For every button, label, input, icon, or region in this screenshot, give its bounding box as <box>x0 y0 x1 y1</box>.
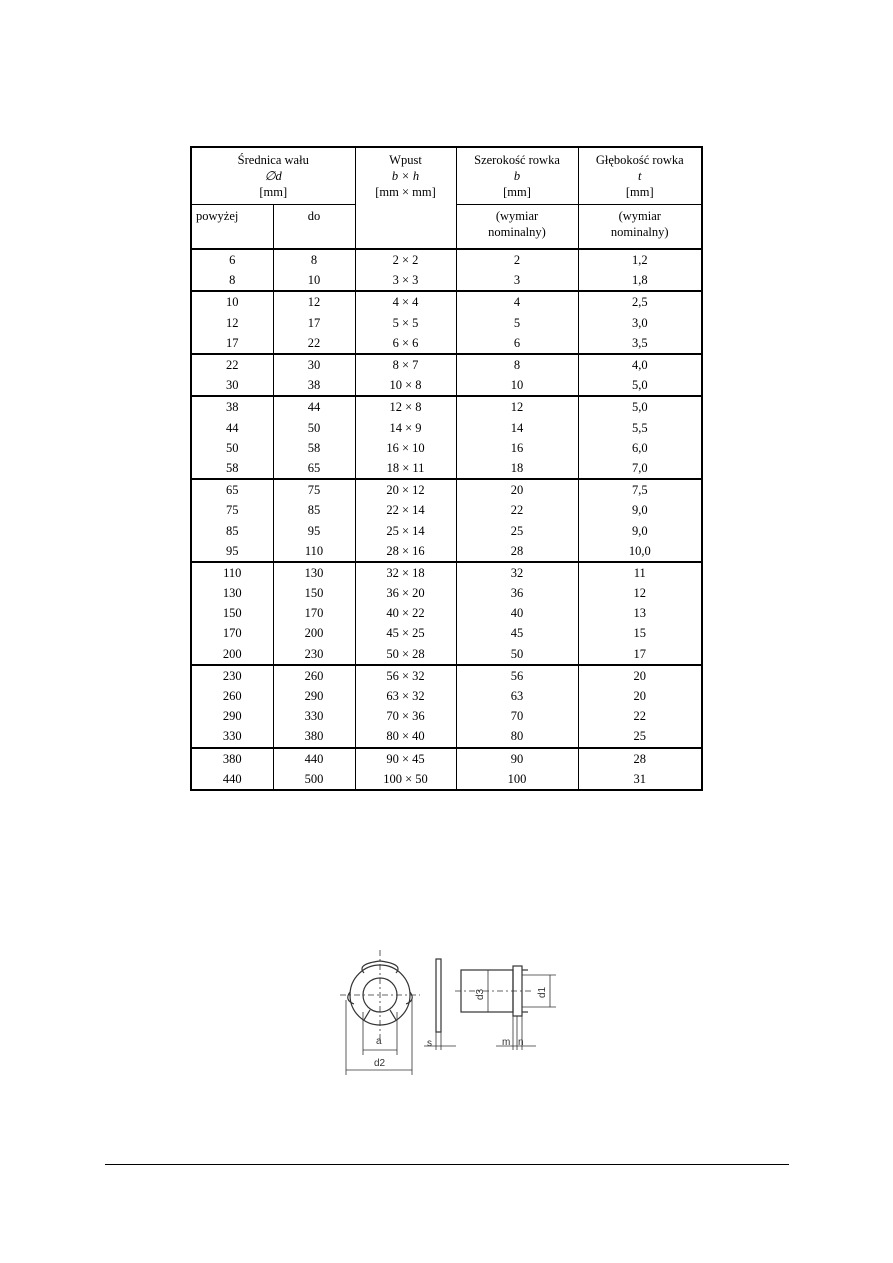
table-row <box>191 686 702 706</box>
table-row <box>191 500 702 520</box>
cell-key-size: 14 × 9 <box>355 418 456 438</box>
cell-groove-width: 80 <box>456 726 578 747</box>
cell-groove-width: 40 <box>456 603 578 623</box>
cell-groove-width: 50 <box>456 644 578 665</box>
header-depth-note <box>578 205 702 250</box>
cell-to: 170 <box>273 603 355 623</box>
cell-above: 440 <box>191 769 273 790</box>
cell-groove-depth: 10,0 <box>578 541 702 562</box>
cell-key-size: 32 × 18 <box>355 562 456 583</box>
cell-groove-depth: 5,0 <box>578 375 702 396</box>
label-s: s <box>427 1038 432 1049</box>
cell-above: 8 <box>191 270 273 291</box>
table-row <box>191 354 702 375</box>
cell-groove-depth: 13 <box>578 603 702 623</box>
header-groove-depth-title: Głębokość rowka <box>595 153 684 167</box>
table-row <box>191 333 702 354</box>
cell-key-size: 70 × 36 <box>355 706 456 726</box>
cell-above: 85 <box>191 520 273 540</box>
cell-key-size: 6 × 6 <box>355 333 456 354</box>
table-row <box>191 520 702 540</box>
label-d2: d2 <box>374 1058 386 1069</box>
header-shaft-diameter-symbol: ∅d <box>264 169 282 183</box>
header-groove-width-unit: [mm] <box>503 185 531 199</box>
cell-above: 380 <box>191 748 273 769</box>
cell-key-size: 40 × 22 <box>355 603 456 623</box>
cell-groove-depth: 25 <box>578 726 702 747</box>
cell-groove-depth: 7,0 <box>578 458 702 479</box>
table-row <box>191 249 702 270</box>
cell-groove-depth: 20 <box>578 686 702 706</box>
header-key-symbol: b × h <box>391 169 420 183</box>
cell-above: 290 <box>191 706 273 726</box>
cell-key-size: 8 × 7 <box>355 354 456 375</box>
cell-above: 150 <box>191 603 273 623</box>
cell-key-size: 4 × 4 <box>355 291 456 312</box>
header-shaft-diameter-unit: [mm] <box>259 185 288 199</box>
label-d1: d1 <box>537 986 548 998</box>
header-above: powyżej <box>191 205 273 250</box>
cell-above: 110 <box>191 562 273 583</box>
cell-key-size: 12 × 8 <box>355 396 456 417</box>
cell-key-size: 10 × 8 <box>355 375 456 396</box>
cell-to: 130 <box>273 562 355 583</box>
table-row <box>191 291 702 312</box>
header-groove-depth-symbol: t <box>638 169 642 183</box>
table-row <box>191 726 702 747</box>
cell-groove-width: 5 <box>456 313 578 333</box>
cell-groove-depth: 5,0 <box>578 396 702 417</box>
cell-to: 10 <box>273 270 355 291</box>
header-shaft-diameter <box>191 147 355 205</box>
cell-above: 38 <box>191 396 273 417</box>
cell-groove-depth: 20 <box>578 665 702 686</box>
cell-key-size: 100 × 50 <box>355 769 456 790</box>
e-ring-left-lug <box>348 992 354 1004</box>
cell-above: 10 <box>191 291 273 312</box>
header-groove-depth-unit: [mm] <box>625 185 654 199</box>
cell-above: 200 <box>191 644 273 665</box>
e-ring-opening-right <box>390 1010 396 1020</box>
cell-to: 95 <box>273 520 355 540</box>
table-row <box>191 458 702 479</box>
cell-groove-width: 20 <box>456 479 578 500</box>
cell-groove-depth: 7,5 <box>578 479 702 500</box>
cell-groove-width: 32 <box>456 562 578 583</box>
header-key-title: Wpust <box>389 153 422 167</box>
cell-key-size: 22 × 14 <box>355 500 456 520</box>
cell-groove-depth: 3,5 <box>578 333 702 354</box>
cell-to: 85 <box>273 500 355 520</box>
cell-above: 130 <box>191 583 273 603</box>
cell-groove-depth: 17 <box>578 644 702 665</box>
cell-to: 12 <box>273 291 355 312</box>
cell-key-size: 20 × 12 <box>355 479 456 500</box>
cell-to: 75 <box>273 479 355 500</box>
footer-rule <box>105 1164 789 1165</box>
cell-key-size: 2 × 2 <box>355 249 456 270</box>
e-ring-side-view <box>424 959 456 1050</box>
cell-groove-width: 36 <box>456 583 578 603</box>
cell-groove-depth: 6,0 <box>578 438 702 458</box>
header-width-note-line2: nominalny) <box>488 225 546 239</box>
cell-key-size: 28 × 16 <box>355 541 456 562</box>
cell-key-size: 25 × 14 <box>355 520 456 540</box>
cell-above: 22 <box>191 354 273 375</box>
table-row <box>191 583 702 603</box>
cell-groove-depth: 9,0 <box>578 500 702 520</box>
cell-groove-width: 10 <box>456 375 578 396</box>
cell-groove-width: 8 <box>456 354 578 375</box>
cell-to: 44 <box>273 396 355 417</box>
cell-to: 500 <box>273 769 355 790</box>
cell-above: 44 <box>191 418 273 438</box>
cell-to: 8 <box>273 249 355 270</box>
cell-to: 58 <box>273 438 355 458</box>
table-row <box>191 562 702 583</box>
front-view-centerlines <box>340 950 420 1042</box>
cell-groove-width: 3 <box>456 270 578 291</box>
table-row <box>191 418 702 438</box>
cell-groove-width: 16 <box>456 438 578 458</box>
cell-above: 12 <box>191 313 273 333</box>
cell-to: 230 <box>273 644 355 665</box>
cell-to: 110 <box>273 541 355 562</box>
cell-groove-width: 63 <box>456 686 578 706</box>
cell-groove-width: 4 <box>456 291 578 312</box>
cell-groove-width: 22 <box>456 500 578 520</box>
keyway-dimensions-table <box>190 146 703 791</box>
cell-above: 95 <box>191 541 273 562</box>
cell-above: 260 <box>191 686 273 706</box>
cell-to: 65 <box>273 458 355 479</box>
cell-above: 50 <box>191 438 273 458</box>
cell-above: 58 <box>191 458 273 479</box>
cell-to: 17 <box>273 313 355 333</box>
table-row <box>191 396 702 417</box>
shaft-side-view <box>455 966 534 1016</box>
cell-groove-depth: 11 <box>578 562 702 583</box>
cell-key-size: 80 × 40 <box>355 726 456 747</box>
cell-groove-width: 6 <box>456 333 578 354</box>
cell-key-size: 18 × 11 <box>355 458 456 479</box>
label-a: a <box>376 1036 382 1047</box>
table-row <box>191 748 702 769</box>
table-row <box>191 479 702 500</box>
cell-key-size: 3 × 3 <box>355 270 456 291</box>
cell-groove-depth: 31 <box>578 769 702 790</box>
cell-groove-width: 56 <box>456 665 578 686</box>
table-row <box>191 375 702 396</box>
header-to: do <box>273 205 355 250</box>
label-d3: d3 <box>475 988 486 1000</box>
header-depth-note-line2: nominalny) <box>610 225 669 239</box>
cell-to: 50 <box>273 418 355 438</box>
table-row <box>191 769 702 790</box>
header-groove-width-symbol: b <box>513 169 521 183</box>
cell-groove-depth: 28 <box>578 748 702 769</box>
header-width-note-line1: (wymiar <box>495 209 539 223</box>
cell-key-size: 90 × 45 <box>355 748 456 769</box>
keyway-table-container <box>190 146 701 791</box>
table-row <box>191 541 702 562</box>
table-row <box>191 623 702 643</box>
header-key-unit: [mm × mm] <box>375 185 436 199</box>
header-groove-width <box>456 147 578 205</box>
cell-groove-width: 14 <box>456 418 578 438</box>
cell-above: 30 <box>191 375 273 396</box>
cell-groove-depth: 1,8 <box>578 270 702 291</box>
cell-to: 22 <box>273 333 355 354</box>
table-row <box>191 313 702 333</box>
e-ring-opening-left <box>364 1010 370 1020</box>
header-groove-width-title: Szerokość rowka <box>474 153 560 167</box>
cell-key-size: 50 × 28 <box>355 644 456 665</box>
cell-key-size: 36 × 20 <box>355 583 456 603</box>
cell-groove-depth: 3,0 <box>578 313 702 333</box>
cell-to: 290 <box>273 686 355 706</box>
cell-above: 330 <box>191 726 273 747</box>
cell-key-size: 63 × 32 <box>355 686 456 706</box>
cell-above: 75 <box>191 500 273 520</box>
cell-to: 150 <box>273 583 355 603</box>
cell-groove-width: 28 <box>456 541 578 562</box>
cell-groove-width: 25 <box>456 520 578 540</box>
table-row <box>191 438 702 458</box>
cell-above: 6 <box>191 249 273 270</box>
header-groove-depth <box>578 147 702 205</box>
label-n: n <box>518 1037 524 1048</box>
table-row <box>191 706 702 726</box>
cell-groove-width: 12 <box>456 396 578 417</box>
header-shaft-diameter-title: Średnica wału <box>237 153 309 167</box>
cell-groove-depth: 9,0 <box>578 520 702 540</box>
cell-groove-depth: 1,2 <box>578 249 702 270</box>
cell-groove-width: 2 <box>456 249 578 270</box>
cell-groove-depth: 15 <box>578 623 702 643</box>
cell-to: 38 <box>273 375 355 396</box>
cell-key-size: 45 × 25 <box>355 623 456 643</box>
cell-to: 440 <box>273 748 355 769</box>
cell-to: 200 <box>273 623 355 643</box>
cell-groove-depth: 5,5 <box>578 418 702 438</box>
dimension-a <box>363 1012 397 1055</box>
cell-key-size: 16 × 10 <box>355 438 456 458</box>
header-depth-note-line1: (wymiar <box>618 209 661 223</box>
cell-to: 330 <box>273 706 355 726</box>
cell-groove-width: 18 <box>456 458 578 479</box>
table-header-row <box>191 147 702 205</box>
cell-groove-width: 45 <box>456 623 578 643</box>
header-key <box>355 147 456 249</box>
cell-groove-width: 100 <box>456 769 578 790</box>
cell-above: 170 <box>191 623 273 643</box>
cell-groove-width: 70 <box>456 706 578 726</box>
cell-above: 17 <box>191 333 273 354</box>
table-row <box>191 644 702 665</box>
cell-to: 260 <box>273 665 355 686</box>
cell-groove-width: 90 <box>456 748 578 769</box>
cell-key-size: 56 × 32 <box>355 665 456 686</box>
cell-groove-depth: 22 <box>578 706 702 726</box>
table-row <box>191 603 702 623</box>
cell-key-size: 5 × 5 <box>355 313 456 333</box>
cell-groove-depth: 4,0 <box>578 354 702 375</box>
header-width-note <box>456 205 578 250</box>
e-ring-right-lug <box>406 992 412 1004</box>
cell-above: 65 <box>191 479 273 500</box>
cell-groove-depth: 12 <box>578 583 702 603</box>
cell-to: 380 <box>273 726 355 747</box>
cell-groove-depth: 2,5 <box>578 291 702 312</box>
cell-above: 230 <box>191 665 273 686</box>
e-clip-drawing <box>336 950 558 1078</box>
label-m: m <box>502 1037 511 1048</box>
table-row <box>191 665 702 686</box>
cell-to: 30 <box>273 354 355 375</box>
table-row <box>191 270 702 291</box>
